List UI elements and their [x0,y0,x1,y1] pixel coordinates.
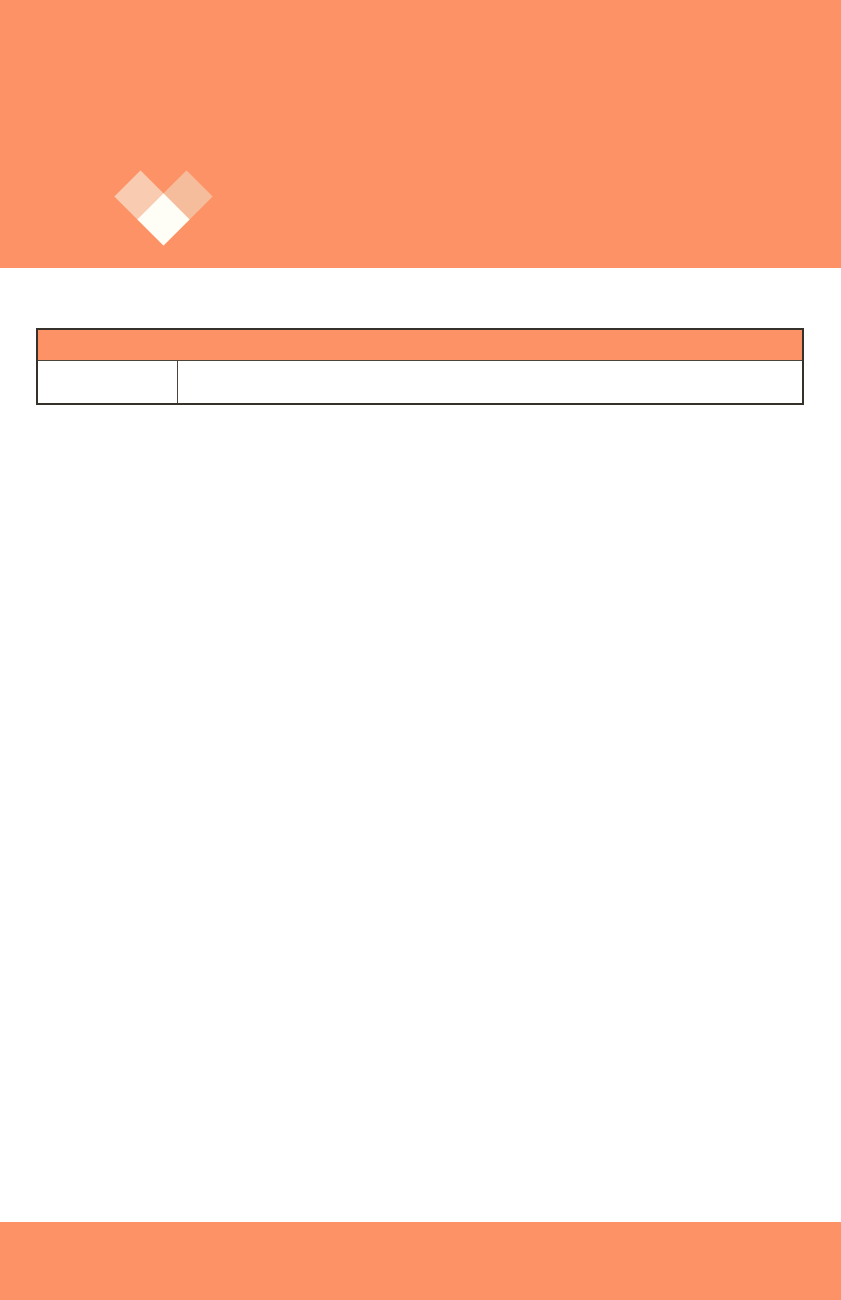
quilt-illustration [108,808,478,1178]
barcode [628,1038,820,1164]
quilt-sizes-table [36,328,804,405]
heart-logo-icon [114,168,218,250]
footer-band [0,1222,841,1300]
top-orange-band [0,0,841,268]
barcode-block [624,1038,824,1167]
table-title-row [37,329,803,360]
ratings-block [758,70,770,88]
corner-cell [37,360,177,404]
table-title [37,329,803,360]
column-header-row [37,360,803,404]
quilt-photo [108,808,478,1178]
